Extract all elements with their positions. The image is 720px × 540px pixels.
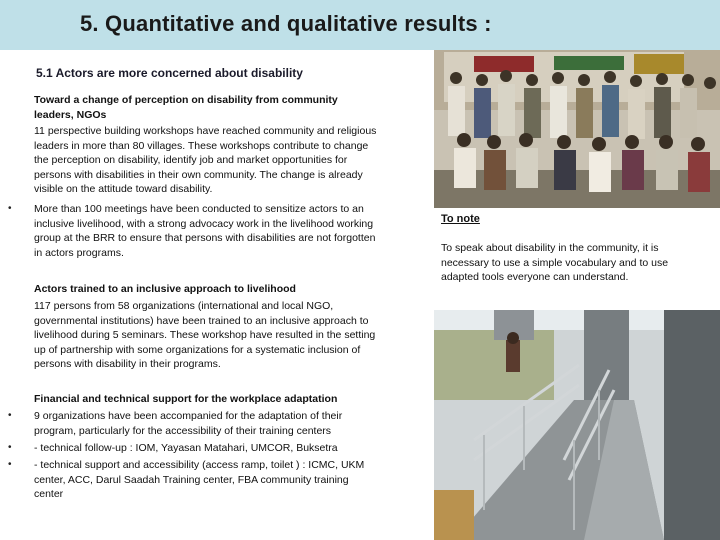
section3-item3: [34, 458, 429, 502]
page-title: 5. Quantitative and qualitative results :: [80, 11, 492, 36]
access-ramp-photo: [434, 310, 720, 540]
section2-heading: Actors trained to an inclusive approach to livelihood: [34, 283, 296, 295]
note-label: To note: [441, 213, 480, 225]
bullet-marker: •: [8, 442, 12, 453]
text-line: - technical support and accessibility (access ramp, toilet ) : ICMC, UKM: [34, 459, 365, 471]
text-line: 11 perspective building workshops have reached community and religious: [34, 125, 377, 137]
text-line: livelihood during 5 seminars. These workshop have resulted in the setting: [34, 329, 376, 341]
section1-heading-line1: Toward a change of perception on disability from community: [34, 94, 338, 106]
text-line: governmental institutions) have been trained to an inclusive approach to: [34, 314, 369, 327]
text-line: program, particularly for the accessibility of their training centers: [34, 424, 332, 437]
section1-paragraph1: [34, 124, 429, 197]
text-line: 117 persons from 58 organizations (international and local NGO,: [34, 300, 334, 312]
text-line: visible on the attitude toward disability.: [34, 183, 213, 195]
section3-item2: - technical follow-up : IOM, Yayasan Matahari, UMCOR, Buksetra: [34, 442, 338, 454]
text-line: inclusive livelihood, with a strong advocacy work in the livelihood working: [34, 217, 374, 230]
section2-paragraph: [34, 299, 429, 372]
bullet-marker: •: [8, 410, 12, 421]
section-subtitle: 5.1 Actors are more concerned about disability: [36, 66, 303, 80]
text-line: adapted tools everyone can understand.: [441, 271, 629, 283]
group-photo: [434, 50, 720, 208]
text-line: 9 organizations have been accompanied for the adaptation of their: [34, 410, 343, 422]
section3-item1: [34, 409, 429, 438]
bullet-marker: •: [8, 203, 12, 214]
bullet-marker: •: [8, 459, 12, 470]
section3-heading: Financial and technical support for the workplace adaptation: [34, 393, 338, 405]
text-line: center: [34, 488, 64, 500]
text-line: the perception on disability, identify job and market opportunities for: [34, 154, 348, 166]
text-line: persons with disabilities in their own community. The change is already: [34, 168, 363, 181]
section1-heading: [34, 93, 429, 122]
text-line: More than 100 meetings have been conducted to sensitize actors to an: [34, 203, 364, 215]
text-line: in actors programs.: [34, 246, 124, 259]
text-line: center, ACC, Darul Saadah Training center, FBA community training: [34, 473, 349, 486]
text-line: up of partnership with some organizations for a systematic inclusion of: [34, 343, 361, 356]
note-text: [441, 241, 713, 285]
text-line: To speak about disability in the community, it is: [441, 242, 659, 254]
text-line: necessary to use a simple vocabulary and to use: [441, 256, 669, 269]
title-bar: [0, 0, 720, 50]
section1-paragraph2: [34, 202, 429, 260]
text-line: leaders in more than 80 villages. These workshops contribute to change: [34, 139, 369, 152]
text-line: persons with disability in their programs.: [34, 358, 221, 370]
section1-heading-line2: leaders, NGOs: [34, 108, 107, 121]
text-line: group at the BRR to ensure that persons with disabilities are not forgotten: [34, 232, 376, 244]
